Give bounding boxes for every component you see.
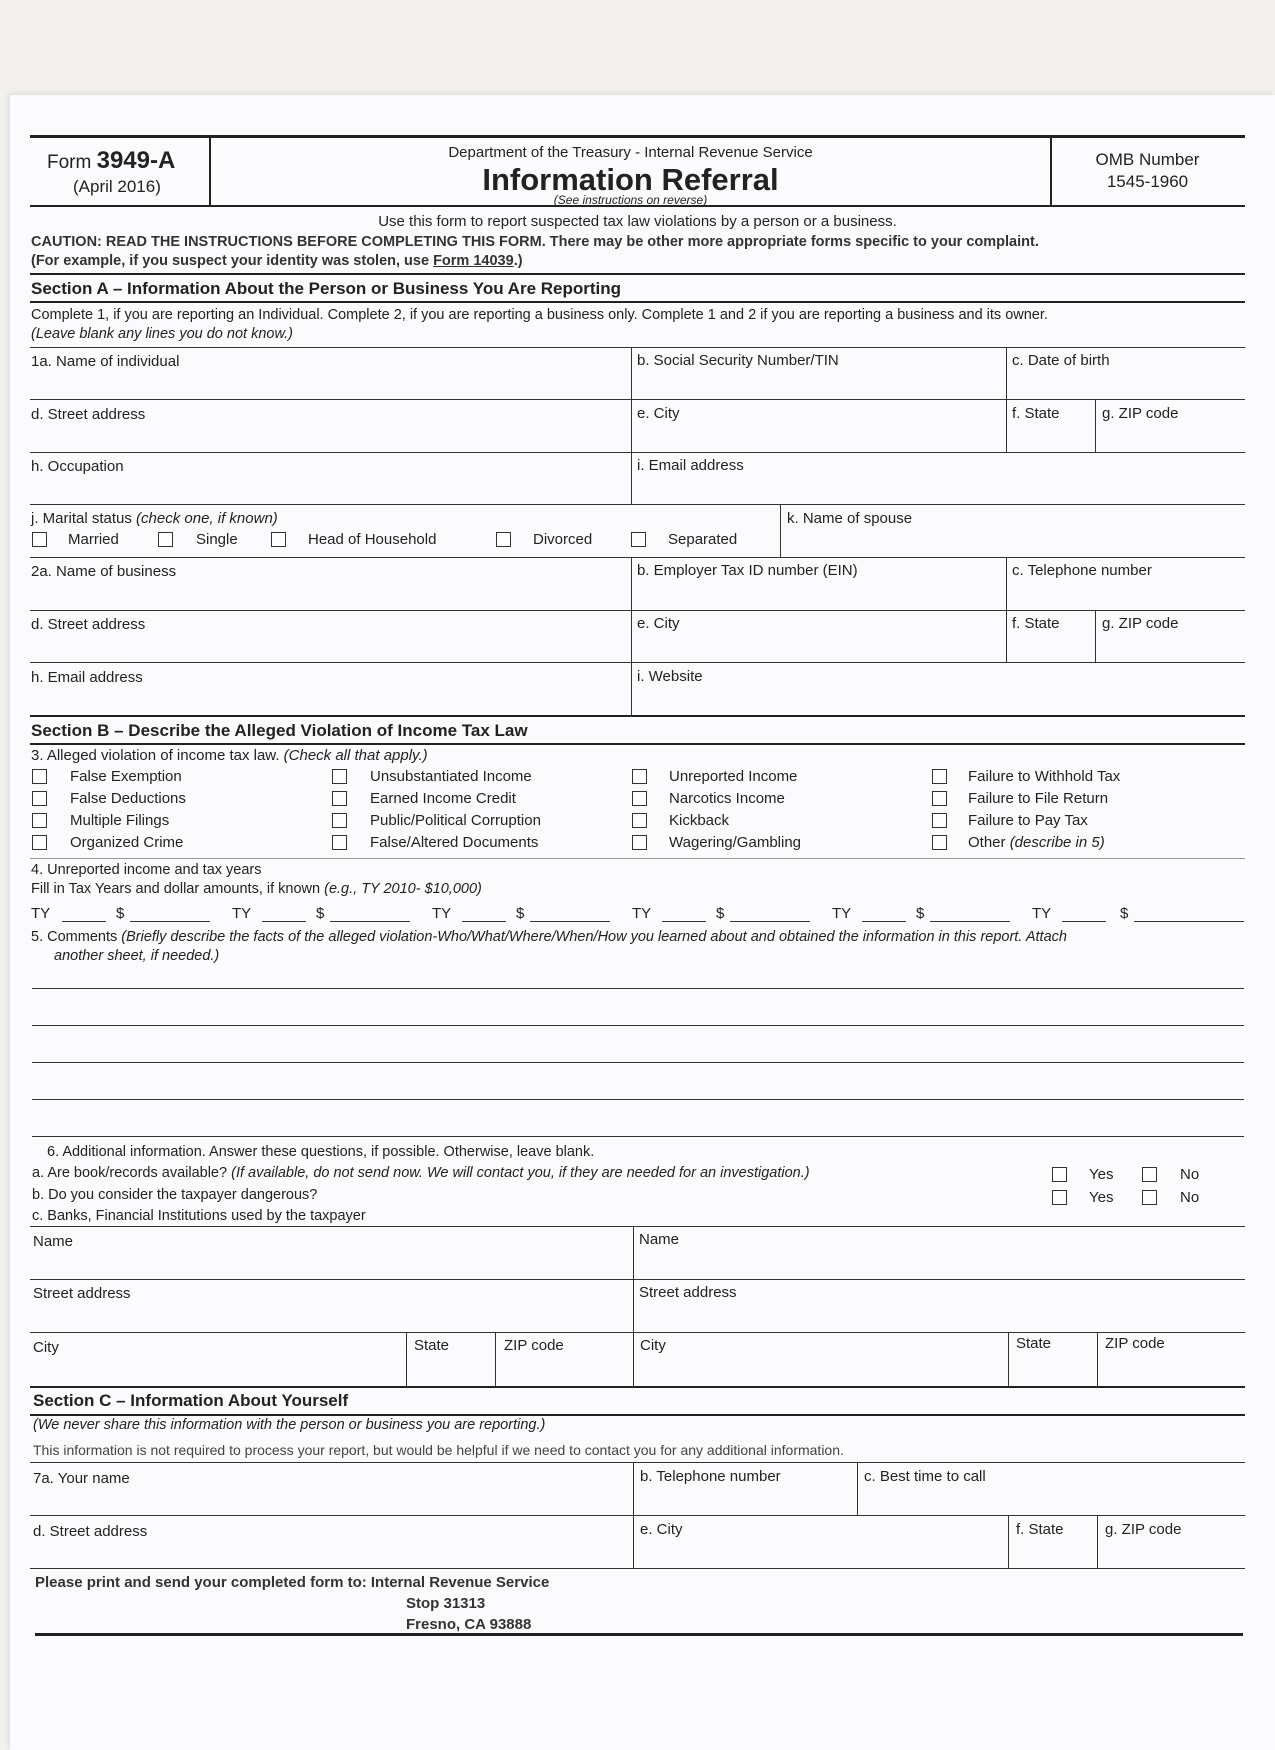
field-2h-label: h. Email address xyxy=(31,669,143,686)
failure-to-file-label: Failure to File Return xyxy=(968,790,1109,807)
bank2-street-input[interactable] xyxy=(639,1305,1239,1329)
omb-label: OMB Number xyxy=(1095,150,1200,169)
date-of-birth-input[interactable] xyxy=(1012,373,1242,397)
ssn-input[interactable] xyxy=(637,373,1002,397)
omb-number: 1545-1960 xyxy=(1106,172,1189,191)
unreported-income-label: Unreported Income xyxy=(669,768,798,785)
amount-input-2[interactable] xyxy=(330,921,410,922)
narcotics-income-checkbox[interactable] xyxy=(632,791,647,806)
ty-label-1: TY xyxy=(31,905,51,922)
q5-label: 5. Comments (Briefly describe the facts of the alleged violation-Who/What/Where/When/How you learned about and obtained the information in this report. Attach xyxy=(31,929,1067,945)
earned-income-credit-checkbox[interactable] xyxy=(332,791,347,806)
form-date: (April 2016) xyxy=(73,177,161,196)
amount-input-5[interactable] xyxy=(930,921,1010,922)
col-line xyxy=(1095,399,1096,452)
dollar-label-5: $ xyxy=(916,905,925,922)
ty-label-6: TY xyxy=(1032,905,1052,922)
false-exemption-checkbox[interactable] xyxy=(32,769,47,784)
col-line xyxy=(631,557,632,715)
comments-line-4[interactable] xyxy=(32,1099,1244,1100)
q6c-label: c. Banks, Financial Institutions used by the taxpayer xyxy=(32,1208,366,1224)
business-telephone-input[interactable] xyxy=(1012,583,1242,607)
business-city-input[interactable] xyxy=(637,636,1002,660)
bank1-name-label: Name xyxy=(33,1233,74,1250)
field-1a-label: 1a. Name of individual xyxy=(31,353,180,370)
field-7d-label: d. Street address xyxy=(33,1523,148,1540)
q4-fill-label: Fill in Tax Years and dollar amounts, if known (e.g., TY 2010- $10,000) xyxy=(31,881,482,897)
field-7e-label: e. City xyxy=(640,1521,683,1538)
field-1b-label: b. Social Security Number/TIN xyxy=(637,352,839,369)
field-1f-label: f. State xyxy=(1012,405,1060,422)
failure-to-pay-label: Failure to Pay Tax xyxy=(968,812,1088,829)
field-2d-label: d. Street address xyxy=(31,616,146,633)
form-id: Form 3949-A xyxy=(47,147,176,174)
field-7b-label: b. Telephone number xyxy=(640,1468,781,1485)
bank2-state-input[interactable] xyxy=(1016,1359,1092,1383)
unreported-income-checkbox[interactable] xyxy=(632,769,647,784)
section-a-title-rule xyxy=(30,301,1245,303)
business-street-input[interactable] xyxy=(31,636,626,660)
false-altered-documents-checkbox[interactable] xyxy=(332,835,347,850)
individual-zip-input[interactable] xyxy=(1102,426,1242,450)
individual-email-input[interactable] xyxy=(637,478,1237,502)
col-line xyxy=(406,1332,407,1386)
field-1c-label: c. Date of birth xyxy=(1012,352,1110,369)
dollar-label-6: $ xyxy=(1120,905,1129,922)
best-time-input[interactable] xyxy=(864,1489,1240,1513)
your-street-input[interactable] xyxy=(33,1542,628,1566)
row-line xyxy=(30,347,1245,348)
field-1d-label: d. Street address xyxy=(31,406,146,423)
mailing-city: Fresno, CA 93888 xyxy=(406,1616,532,1633)
failure-to-pay-checkbox[interactable] xyxy=(932,813,947,828)
false-altered-documents-label: False/Altered Documents xyxy=(370,834,539,851)
multiple-filings-checkbox[interactable] xyxy=(32,813,47,828)
ty-label-4: TY xyxy=(632,905,652,922)
bank2-name-input[interactable] xyxy=(639,1253,1239,1277)
divorced-checkbox[interactable] xyxy=(496,532,511,547)
failure-to-file-checkbox[interactable] xyxy=(932,791,947,806)
field-2b-label: b. Employer Tax ID number (EIN) xyxy=(637,562,858,579)
section-c-note: This information is not required to process your report, but would be helpful if we need to contact you for any additional information. xyxy=(33,1442,844,1458)
dollar-label-3: $ xyxy=(516,905,525,922)
field-1j-label: j. Marital status (check one, if known) xyxy=(31,510,278,527)
form-title: Information Referral xyxy=(482,162,779,197)
agency-name: Department of the Treasury - Internal Revenue Service xyxy=(448,144,813,161)
purpose-text: Use this form to report suspected tax law violations by a person or a business. xyxy=(378,213,897,230)
bank1-street-label: Street address xyxy=(33,1285,131,1302)
ty-input-2[interactable] xyxy=(262,921,306,922)
comments-line-1[interactable] xyxy=(32,988,1244,989)
ty-input-5[interactable] xyxy=(862,921,906,922)
kickback-checkbox[interactable] xyxy=(632,813,647,828)
field-1h-label: h. Occupation xyxy=(31,458,124,475)
section-c-title-rule xyxy=(30,1414,1245,1416)
bottom-rule xyxy=(35,1633,1243,1636)
website-input[interactable] xyxy=(637,689,1237,713)
bank1-street-input[interactable] xyxy=(33,1305,628,1329)
section-c-top-rule xyxy=(30,1386,1245,1388)
col-line xyxy=(1008,1332,1009,1386)
row-line xyxy=(30,452,1245,453)
other-violation-checkbox[interactable] xyxy=(932,835,947,850)
field-2c-label: c. Telephone number xyxy=(1012,562,1152,579)
col-line xyxy=(633,1226,634,1386)
bank2-zip-label: ZIP code xyxy=(1105,1335,1165,1352)
organized-crime-checkbox[interactable] xyxy=(32,835,47,850)
section-a-top-rule xyxy=(30,273,1245,275)
col-line xyxy=(495,1332,496,1386)
separated-label: Separated xyxy=(668,531,738,548)
married-label: Married xyxy=(68,531,119,548)
married-checkbox[interactable] xyxy=(32,532,47,547)
mailing-instruction: Please print and send your completed form to: Internal Revenue Service xyxy=(35,1574,550,1591)
comments-line-2[interactable] xyxy=(32,1025,1244,1026)
bank2-city-label: City xyxy=(640,1337,666,1354)
bank1-city-label: City xyxy=(33,1339,59,1356)
individual-city-input[interactable] xyxy=(637,426,1002,450)
field-7g-label: g. ZIP code xyxy=(1105,1521,1182,1538)
public-political-corruption-label: Public/Political Corruption xyxy=(370,812,541,829)
head-of-household-label: Head of Household xyxy=(308,531,437,548)
bank2-street-label: Street address xyxy=(639,1284,737,1301)
unsubstantiated-income-checkbox[interactable] xyxy=(332,769,347,784)
kickback-label: Kickback xyxy=(669,812,730,829)
caution-text: CAUTION: READ THE INSTRUCTIONS BEFORE COMPLETING THIS FORM. There may be other more appropriate forms specific to your complaint. xyxy=(31,234,1039,250)
dangerous-no-checkbox[interactable] xyxy=(1142,1190,1157,1205)
organized-crime-label: Organized Crime xyxy=(70,834,184,851)
false-exemption-label: False Exemption xyxy=(70,768,182,785)
see-instructions-note: (See instructions on reverse) xyxy=(553,193,708,207)
col-line xyxy=(780,504,781,557)
bank1-zip-label: ZIP code xyxy=(504,1337,564,1354)
row-line xyxy=(30,1279,1245,1280)
false-deductions-checkbox[interactable] xyxy=(32,791,47,806)
col-line xyxy=(1006,347,1007,452)
bank1-city-input[interactable] xyxy=(33,1359,401,1383)
row-line xyxy=(30,858,1245,859)
dollar-label-4: $ xyxy=(716,905,725,922)
col-line xyxy=(1095,610,1096,662)
single-label: Single xyxy=(196,531,238,548)
dangerous-no-label: No xyxy=(1180,1189,1200,1206)
your-zip-input[interactable] xyxy=(1105,1542,1240,1566)
wagering-gambling-checkbox[interactable] xyxy=(632,835,647,850)
top-rule xyxy=(30,135,1245,138)
bank2-state-label: State xyxy=(1016,1335,1052,1352)
field-2e-label: e. City xyxy=(637,615,680,632)
col-line xyxy=(1006,557,1007,662)
q5-label-cont: another sheet, if needed.) xyxy=(54,948,220,964)
field-2i-label: i. Website xyxy=(637,668,703,685)
ty-input-1[interactable] xyxy=(62,921,106,922)
bank2-name-label: Name xyxy=(639,1231,680,1248)
wagering-gambling-label: Wagering/Gambling xyxy=(669,834,802,851)
amount-input-4[interactable] xyxy=(730,921,810,922)
col-line xyxy=(857,1462,858,1515)
form-14039-link[interactable]: Form 14039 xyxy=(433,253,514,269)
ty-label-3: TY xyxy=(432,905,452,922)
row-line xyxy=(30,399,1245,400)
section-b-top-rule xyxy=(30,715,1245,717)
col-line xyxy=(1097,1332,1098,1386)
occupation-input[interactable] xyxy=(31,478,626,502)
multiple-filings-label: Multiple Filings xyxy=(70,812,170,829)
col-line xyxy=(1008,1515,1009,1568)
business-name-input[interactable] xyxy=(31,583,626,607)
caution-example: (For example, if you suspect your identity was stolen, use Form 14039.) xyxy=(31,253,523,269)
row-line xyxy=(30,1515,1245,1516)
ty-input-4[interactable] xyxy=(662,921,706,922)
your-state-input[interactable] xyxy=(1016,1542,1092,1566)
ty-input-6[interactable] xyxy=(1062,921,1106,922)
q6b-label: b. Do you consider the taxpayer dangerous? xyxy=(32,1187,318,1203)
spouse-name-input[interactable] xyxy=(787,530,1242,554)
field-7a-label: 7a. Your name xyxy=(33,1470,130,1487)
dangerous-yes-checkbox[interactable] xyxy=(1052,1190,1067,1205)
bank1-name-input[interactable] xyxy=(33,1253,628,1277)
divorced-label: Divorced xyxy=(533,531,593,548)
field-2a-label: 2a. Name of business xyxy=(31,563,177,580)
col-line xyxy=(631,347,632,504)
individual-name-input[interactable] xyxy=(31,373,626,397)
public-political-corruption-checkbox[interactable] xyxy=(332,813,347,828)
your-city-input[interactable] xyxy=(640,1542,1004,1566)
head-of-household-checkbox[interactable] xyxy=(271,532,286,547)
your-name-input[interactable] xyxy=(33,1489,628,1513)
field-2f-label: f. State xyxy=(1012,615,1060,632)
bank2-city-input[interactable] xyxy=(640,1359,1004,1383)
dangerous-yes-label: Yes xyxy=(1089,1189,1114,1206)
q6-label: 6. Additional information. Answer these questions, if possible. Otherwise, leave blank. xyxy=(47,1144,595,1160)
ty-label-5: TY xyxy=(832,905,852,922)
records-no-label: No xyxy=(1180,1166,1200,1183)
section-a-title: Section A – Information About the Person or Business You Are Reporting xyxy=(31,279,622,298)
business-zip-input[interactable] xyxy=(1102,636,1242,660)
single-checkbox[interactable] xyxy=(158,532,173,547)
row-line xyxy=(30,1568,1245,1569)
mailing-stop: Stop 31313 xyxy=(406,1595,486,1612)
individual-state-input[interactable] xyxy=(1012,426,1092,450)
q3-label: 3. Alleged violation of income tax law. (Check all that apply.) xyxy=(31,747,428,764)
failure-to-withhold-label: Failure to Withhold Tax xyxy=(968,768,1121,785)
bank1-zip-input[interactable] xyxy=(504,1359,629,1383)
section-a-instructions: Complete 1, if you are reporting an Individual. Complete 2, if you are reporting a business only. Complete 1 and 2 if you are reporting a business and its owner. xyxy=(31,307,1048,323)
q6a-label: a. Are book/records available? (If available, do not send now. We will contact you, if they are needed for an investigation.) xyxy=(32,1165,810,1181)
unsubstantiated-income-label: Unsubstantiated Income xyxy=(370,768,532,785)
records-yes-label: Yes xyxy=(1089,1166,1114,1183)
narcotics-income-label: Narcotics Income xyxy=(669,790,785,807)
row-line xyxy=(30,1462,1245,1463)
col-line xyxy=(633,1462,634,1568)
section-a-instructions-note: (Leave blank any lines you do not know.) xyxy=(31,326,293,342)
col-line xyxy=(1097,1515,1098,1568)
dollar-label-2: $ xyxy=(316,905,325,922)
bank2-zip-input[interactable] xyxy=(1105,1359,1240,1383)
ein-input[interactable] xyxy=(637,583,1002,607)
other-violation-label: Other (describe in 5) xyxy=(968,834,1105,851)
row-line xyxy=(30,504,1245,505)
bank1-state-label: State xyxy=(414,1337,450,1354)
field-2g-label: g. ZIP code xyxy=(1102,615,1179,632)
field-1k-label: k. Name of spouse xyxy=(787,510,913,527)
form-page xyxy=(10,95,1275,1750)
field-7f-label: f. State xyxy=(1016,1521,1064,1538)
field-1g-label: g. ZIP code xyxy=(1102,405,1179,422)
amount-input-3[interactable] xyxy=(530,921,610,922)
section-b-title-rule xyxy=(30,743,1245,745)
amount-input-1[interactable] xyxy=(130,921,210,922)
comments-line-3[interactable] xyxy=(32,1062,1244,1063)
individual-street-input[interactable] xyxy=(31,426,626,450)
bank1-state-input[interactable] xyxy=(414,1359,490,1383)
business-email-input[interactable] xyxy=(31,689,626,713)
section-c-privacy-note: (We never share this information with the person or business you are reporting.) xyxy=(33,1417,546,1433)
row-line xyxy=(30,662,1245,663)
records-yes-checkbox[interactable] xyxy=(1052,1167,1067,1182)
section-c-title: Section C – Information About Yourself xyxy=(33,1391,349,1410)
field-7c-label: c. Best time to call xyxy=(864,1468,986,1485)
failure-to-withhold-checkbox[interactable] xyxy=(932,769,947,784)
business-state-input[interactable] xyxy=(1012,636,1092,660)
q4-label: 4. Unreported income and tax years xyxy=(31,862,262,878)
row-line xyxy=(30,557,1245,558)
comments-line-5[interactable] xyxy=(32,1136,1244,1137)
ty-input-3[interactable] xyxy=(462,921,506,922)
dollar-label-1: $ xyxy=(116,905,125,922)
section-b-title: Section B – Describe the Alleged Violation of Income Tax Law xyxy=(31,721,528,740)
field-1i-label: i. Email address xyxy=(637,457,744,474)
ty-label-2: TY xyxy=(232,905,252,922)
row-line xyxy=(30,610,1245,611)
amount-input-6[interactable] xyxy=(1134,921,1244,922)
earned-income-credit-label: Earned Income Credit xyxy=(370,790,516,807)
field-1e-label: e. City xyxy=(637,405,680,422)
records-no-checkbox[interactable] xyxy=(1142,1167,1157,1182)
your-telephone-input[interactable] xyxy=(640,1489,852,1513)
separated-checkbox[interactable] xyxy=(631,532,646,547)
false-deductions-label: False Deductions xyxy=(70,790,186,807)
row-line xyxy=(30,1226,1245,1227)
row-line xyxy=(30,1332,1245,1333)
